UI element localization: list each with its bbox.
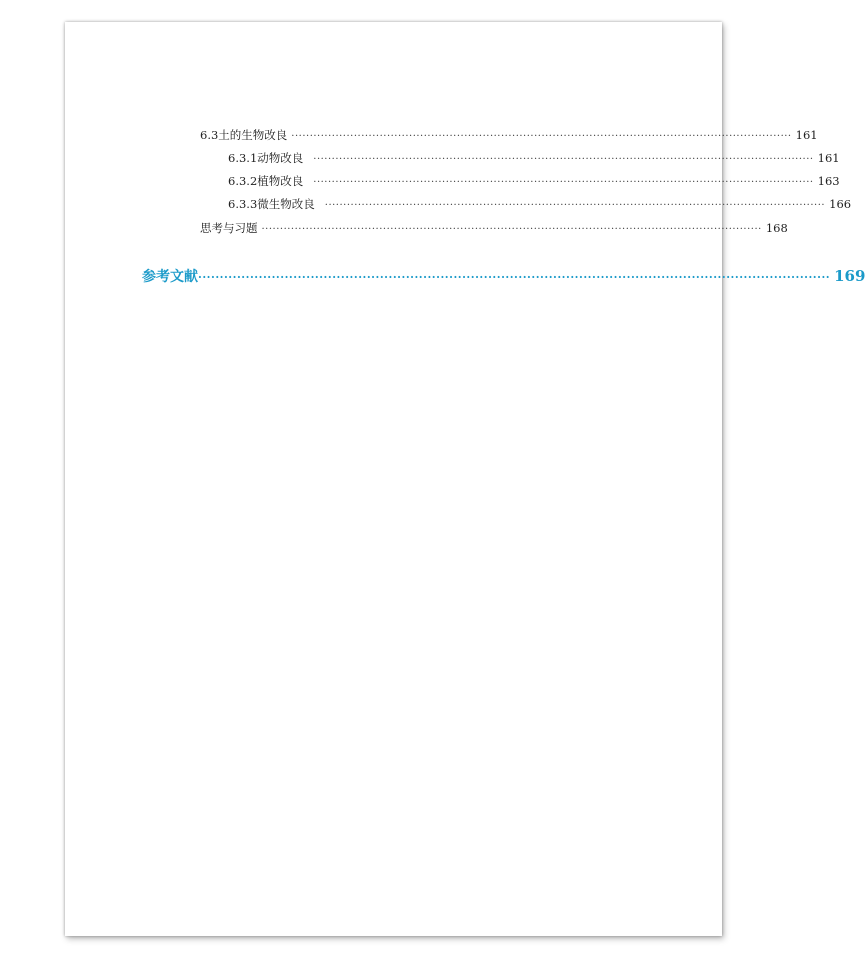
references-page: 169 (834, 267, 865, 285)
toc-entry-page: 161 (817, 151, 840, 165)
toc-entry-6-3-3[interactable] (228, 196, 852, 214)
toc-entry-6-3-2[interactable] (228, 173, 840, 191)
toc-leader-dots: ········································································································································ (324, 200, 826, 211)
toc-entry-number: 6.3.3 (228, 197, 258, 211)
toc-entry-title: 动物改良 (257, 151, 304, 165)
toc-entry-title: 土的生物改良 (218, 128, 288, 142)
toc-entry-page: 163 (817, 174, 840, 188)
toc-leader-dots: ········································································································································ (261, 224, 762, 235)
toc-entry-exercises[interactable] (200, 220, 788, 238)
references-title: 参考文献 (142, 269, 198, 285)
toc-entry-6-3[interactable] (200, 127, 818, 145)
toc-entry-references[interactable] (142, 266, 865, 286)
toc-leader-dots: ········································································································································ (291, 131, 792, 142)
toc-entry-6-3-1[interactable] (228, 150, 840, 168)
toc-leader-dots: ········································································································································ (313, 177, 814, 188)
toc-entry-number: 6.3 (200, 128, 219, 142)
toc-entry-page: 161 (795, 128, 818, 142)
toc-entry-title: 思考与习题 (200, 221, 258, 235)
toc-entry-number: 6.3.1 (228, 151, 258, 165)
toc-entry-title: 植物改良 (257, 174, 304, 188)
toc-entry-page: 166 (829, 197, 852, 211)
toc-leader-dots: ········································································································································ (313, 154, 814, 165)
book-page (65, 22, 865, 936)
toc-entry-number: 6.3.2 (228, 174, 258, 188)
toc-entry-title: 微生物改良 (257, 197, 315, 211)
toc-entry-page: 168 (765, 221, 788, 235)
references-leader-dots: ·················································································································································· (198, 271, 831, 284)
